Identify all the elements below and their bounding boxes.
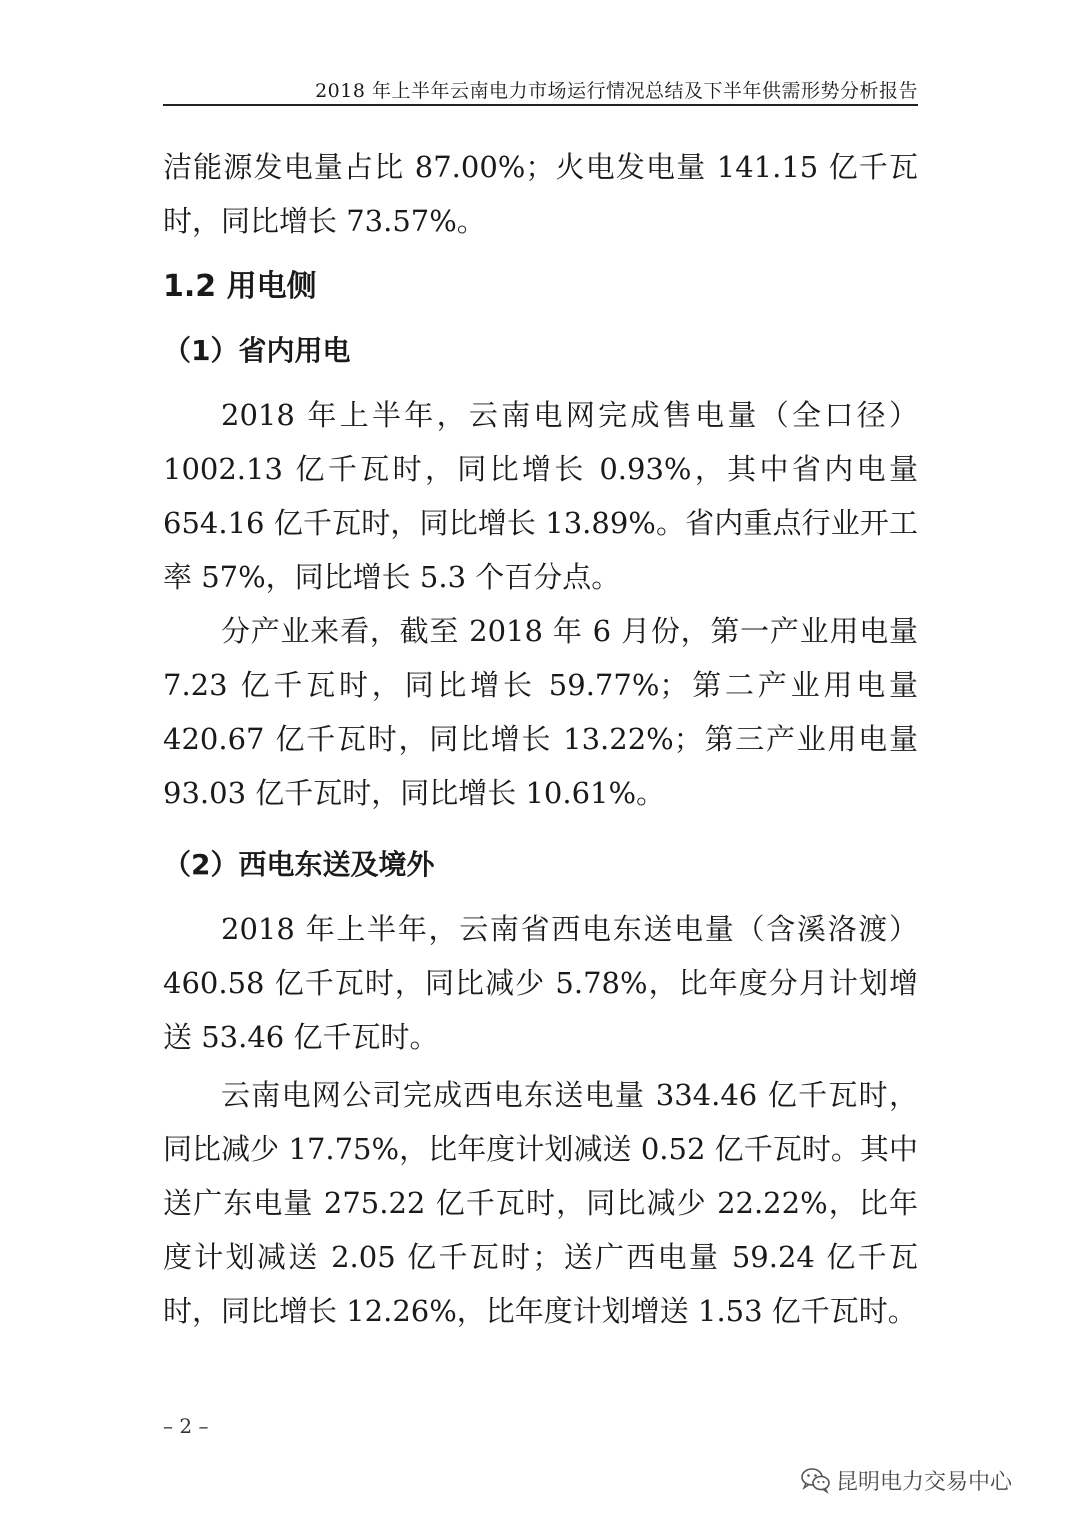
- page-header: [163, 74, 918, 106]
- subheading-west-east-transmission: （2）西电东送及境外: [163, 848, 435, 881]
- paragraph-industry-breakdown: 分产业来看，截至 2018 年 6 月份，第一产业用电量 7.23 亿千瓦时，同比增长 59.77%；第二产业用电量 420.67 亿千瓦时，同比增长 13.22%；第三产业用电量 93.03 亿千瓦时，同比增长 10.61%。: [163, 614, 918, 810]
- page-content: [163, 140, 918, 1338]
- intro-paragraph: 洁能源发电量占比 87.00%；火电发电量 141.15 亿千瓦时，同比增长 73.57%。: [163, 150, 918, 238]
- watermark-text: 昆明电力交易中心: [836, 1469, 1013, 1495]
- wechat-watermark: [800, 1460, 1060, 1500]
- paragraph-grid-transmission: 云南电网公司完成西电东送电量 334.46 亿千瓦时，同比减少 17.75%，比年度计划减送 0.52 亿千瓦时。其中送广东电量 275.22 亿千瓦时，同比减少 22.22%，比年度计划减送 2.05 亿千瓦时；送广西电量 59.24 亿千瓦时，同比增长 12.26%，比年度计划增送 1.53 亿千瓦时。: [163, 1078, 918, 1328]
- page-number: – 2 –: [163, 1414, 209, 1438]
- subheading-provincial-consumption: （1）省内用电: [163, 334, 351, 367]
- wechat-icon: [800, 1466, 830, 1494]
- header-title: 2018 年上半年云南电力市场运行情况总结及下半年供需形势分析报告: [315, 80, 918, 102]
- section-heading-1-2: 1.2 用电侧: [163, 269, 317, 304]
- paragraph-west-east-total: 2018 年上半年，云南省西电东送电量（含溪洛渡）460.58 亿千瓦时，同比减少 5.78%，比年度分月计划增送 53.46 亿千瓦时。: [163, 912, 918, 1054]
- paragraph-provincial-sales: 2018 年上半年，云南电网完成售电量（全口径）1002.13 亿千瓦时，同比增长 0.93%，其中省内电量 654.16 亿千瓦时，同比增长 13.89%。省内重点行业开工率 57%，同比增长 5.3 个百分点。: [163, 398, 918, 594]
